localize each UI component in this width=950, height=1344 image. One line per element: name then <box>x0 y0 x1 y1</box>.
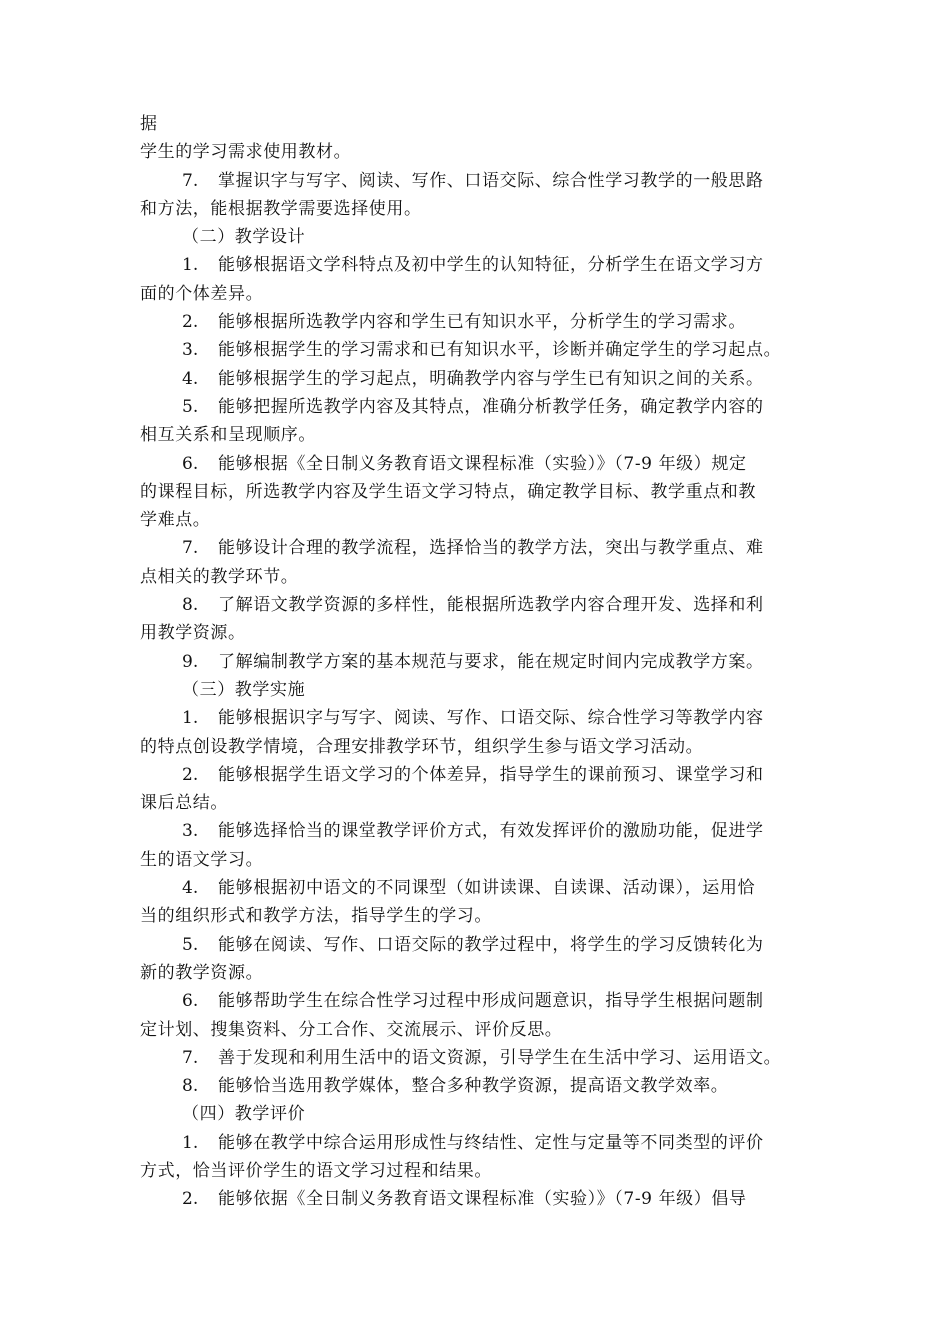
line-text: 面的个体差异。 <box>140 283 264 304</box>
text-line <box>140 619 825 647</box>
line-text: 能够根据识字与写字、阅读、写作、口语交际、综合性学习等教学内容 <box>218 708 764 729</box>
item-number: 8. <box>182 595 199 616</box>
line-text: 掌握识字与写字、阅读、写作、口语交际、综合性学习教学的一般思路 <box>218 170 764 191</box>
text-line <box>140 421 825 449</box>
item-number: 7. <box>182 538 199 559</box>
text-line <box>140 1157 825 1185</box>
text-line <box>140 789 825 817</box>
item-number: 7. <box>182 170 199 191</box>
line-text: （三）教学实施 <box>182 679 306 700</box>
line-text: 能够根据《全日制义务教育语文课程标准（实验）》（7-9 年级）规定 <box>218 453 747 474</box>
item-number: 3. <box>182 340 199 361</box>
item-number: 6. <box>182 453 199 474</box>
text-line <box>140 195 825 223</box>
line-text: （二）教学设计 <box>182 227 306 248</box>
line-text: 能够根据语文学科特点及初中学生的认知特征，分析学生在语文学习方 <box>218 255 764 276</box>
document-page <box>140 110 825 1214</box>
text-line <box>140 138 825 166</box>
text-line <box>140 733 825 761</box>
text-line <box>140 478 825 506</box>
line-text: 能够在教学中综合运用形成性与终结性、定性与定量等不同类型的评价 <box>218 1132 764 1153</box>
text-line <box>140 676 825 704</box>
text-line <box>140 1044 825 1072</box>
line-text: 能够依据《全日制义务教育语文课程标准（实验）》（7-9 年级）倡导 <box>218 1189 747 1210</box>
item-number: 6. <box>182 991 199 1012</box>
item-number: 1. <box>182 255 199 276</box>
text-line <box>140 761 825 789</box>
text-line <box>140 251 825 279</box>
line-text: 和方法，能根据教学需要选择使用。 <box>140 198 422 219</box>
text-line <box>140 563 825 591</box>
text-line <box>140 110 825 138</box>
line-text: （四）教学评价 <box>182 1104 306 1125</box>
line-text: 当的组织形式和教学方法，指导学生的学习。 <box>140 906 492 927</box>
text-line <box>140 817 825 845</box>
text-line <box>140 308 825 336</box>
text-line <box>140 987 825 1015</box>
item-number: 5. <box>182 396 199 417</box>
line-text: 能够根据学生语文学习的个体差异，指导学生的课前预习、课堂学习和 <box>218 764 764 785</box>
line-text: 生的语文学习。 <box>140 849 264 870</box>
line-text: 课后总结。 <box>140 793 228 814</box>
line-text: 相互关系和呈现顺序。 <box>140 425 316 446</box>
text-line <box>140 223 825 251</box>
line-text: 点相关的教学环节。 <box>140 566 299 587</box>
line-text: 能够根据学生的学习需求和已有知识水平，诊断并确定学生的学习起点。 <box>218 340 782 361</box>
line-text: 了解语文教学资源的多样性，能根据所选教学内容合理开发、选择和利 <box>218 595 764 616</box>
text-line <box>140 506 825 534</box>
item-number: 4. <box>182 878 199 899</box>
item-number: 3. <box>182 821 199 842</box>
line-text: 据 <box>140 114 158 134</box>
text-line <box>140 846 825 874</box>
text-line <box>140 167 825 195</box>
line-text: 的课程目标，所选教学内容及学生语文学习特点，确定教学目标、教学重点和教 <box>140 481 756 502</box>
line-text: 善于发现和利用生活中的语文资源，引导学生在生活中学习、运用语文。 <box>218 1047 782 1068</box>
item-number: 2. <box>182 1189 199 1210</box>
line-text: 新的教学资源。 <box>140 962 264 983</box>
text-line <box>140 336 825 364</box>
item-number: 2. <box>182 312 199 333</box>
line-text: 能够根据学生的学习起点，明确教学内容与学生已有知识之间的关系。 <box>218 368 764 389</box>
item-number: 1. <box>182 1132 199 1153</box>
text-line <box>140 1016 825 1044</box>
text-line <box>140 591 825 619</box>
text-line <box>140 534 825 562</box>
line-text: 能够帮助学生在综合性学习过程中形成问题意识，指导学生根据问题制 <box>218 991 764 1012</box>
text-line <box>140 280 825 308</box>
text-line <box>140 1072 825 1100</box>
line-text: 的特点创设教学情境，合理安排教学环节，组织学生参与语文学习活动。 <box>140 736 704 757</box>
line-text: 方式，恰当评价学生的语文学习过程和结果。 <box>140 1160 492 1181</box>
text-line <box>140 365 825 393</box>
item-number: 1. <box>182 708 199 729</box>
text-line <box>140 450 825 478</box>
line-text: 学难点。 <box>140 510 211 531</box>
item-number: 5. <box>182 934 199 955</box>
text-line <box>140 393 825 421</box>
line-text: 能够选择恰当的课堂教学评价方式，有效发挥评价的激励功能，促进学 <box>218 821 764 842</box>
text-line <box>140 1129 825 1157</box>
line-text: 能够根据所选教学内容和学生已有知识水平，分析学生的学习需求。 <box>218 312 746 333</box>
line-text: 能够把握所选教学内容及其特点，准确分析教学任务，确定教学内容的 <box>218 396 764 417</box>
text-line <box>140 1100 825 1128</box>
line-text: 能够根据初中语文的不同课型（如讲读课、自读课、活动课），运用恰 <box>218 878 756 899</box>
item-number: 8. <box>182 1076 199 1097</box>
text-line <box>140 959 825 987</box>
line-text: 定计划、搜集资料、分工合作、交流展示、评价反思。 <box>140 1019 563 1040</box>
line-text: 学生的学习需求使用教材。 <box>140 142 352 163</box>
item-number: 4. <box>182 368 199 389</box>
text-line <box>140 648 825 676</box>
text-line <box>140 1185 825 1213</box>
text-line <box>140 902 825 930</box>
item-number: 2. <box>182 764 199 785</box>
line-text: 能够在阅读、写作、口语交际的教学过程中，将学生的学习反馈转化为 <box>218 934 764 955</box>
line-text: 了解编制教学方案的基本规范与要求，能在规定时间内完成教学方案。 <box>218 651 764 672</box>
line-text: 能够设计合理的教学流程，选择恰当的教学方法，突出与教学重点、难 <box>218 538 764 559</box>
item-number: 7. <box>182 1047 199 1068</box>
text-line <box>140 874 825 902</box>
text-line <box>140 704 825 732</box>
item-number: 9. <box>182 651 199 672</box>
line-text: 能够恰当选用教学媒体，整合多种教学资源，提高语文教学效率。 <box>218 1076 729 1097</box>
text-line <box>140 931 825 959</box>
line-text: 用教学资源。 <box>140 623 246 644</box>
